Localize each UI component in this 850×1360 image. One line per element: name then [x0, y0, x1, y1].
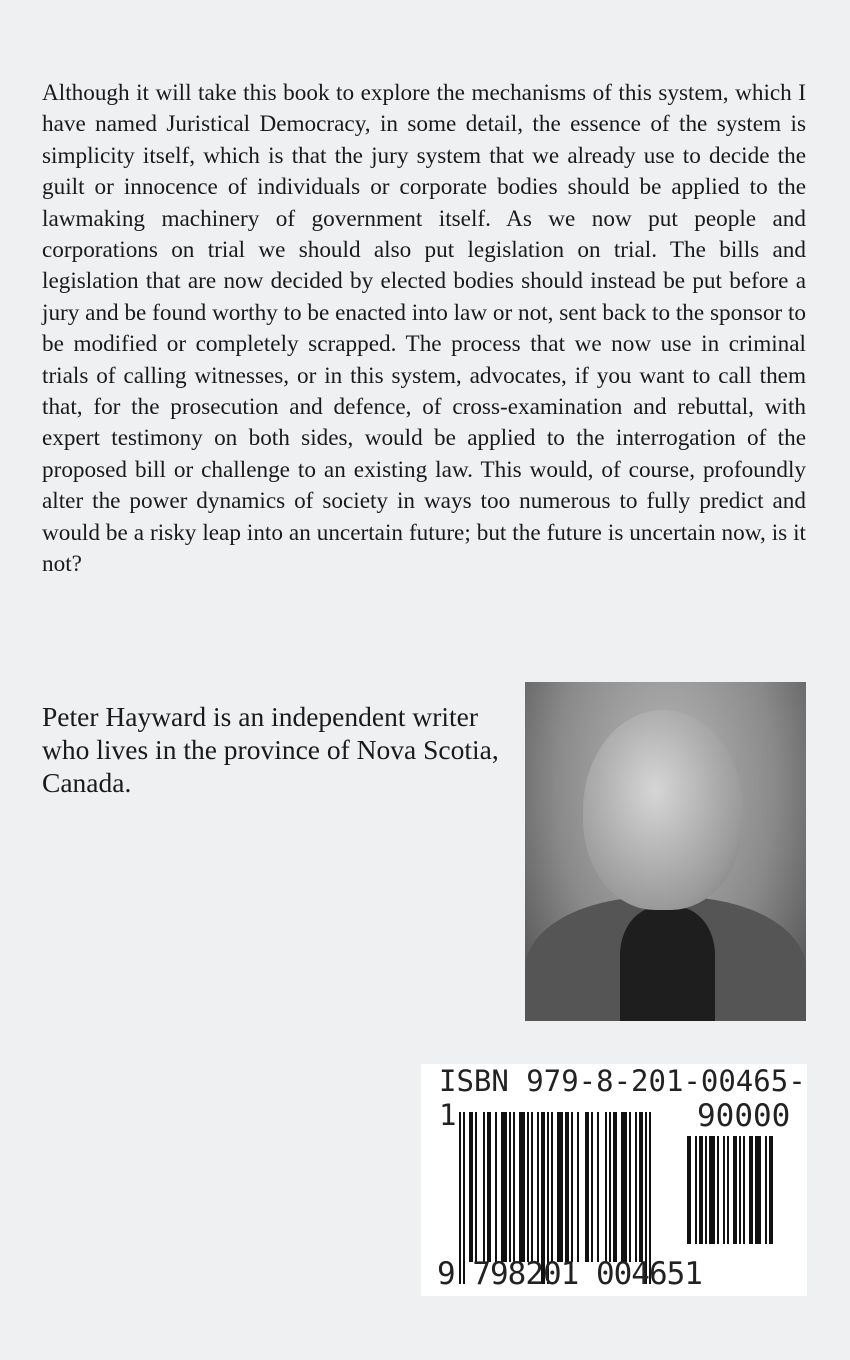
barcode-bar — [571, 1112, 573, 1262]
barcode-bar — [513, 1112, 515, 1262]
barcode-bar — [613, 1112, 617, 1262]
author-photo — [525, 682, 806, 1021]
barcode-bar — [755, 1136, 761, 1244]
barcode-bar — [577, 1112, 579, 1262]
barcode-bar — [769, 1136, 773, 1244]
barcode-bar — [635, 1112, 637, 1262]
barcode-bar — [765, 1136, 767, 1244]
barcode-bar — [621, 1112, 627, 1262]
barcode-bar — [705, 1136, 707, 1244]
barcode-bar — [509, 1112, 511, 1262]
barcode-bar — [639, 1112, 643, 1262]
barcode-bar — [723, 1136, 725, 1244]
barcode-bar — [585, 1112, 589, 1262]
barcode-bar — [487, 1112, 491, 1262]
barcode-bar — [743, 1136, 745, 1244]
barcode-bar — [495, 1112, 497, 1262]
barcode-bar — [469, 1112, 473, 1262]
barcode-bar — [527, 1112, 529, 1262]
barcode-bar — [749, 1136, 753, 1244]
barcode-bar — [699, 1136, 703, 1244]
author-bio: Peter Hayward is an independent writer who lives in the province of Nova Scotia, Canada. — [42, 701, 499, 798]
barcode-bar — [709, 1136, 715, 1244]
addon-bars — [687, 1136, 791, 1266]
price-code: 90000 — [697, 1098, 791, 1134]
barcode-bar — [475, 1112, 477, 1262]
isbn-barcode — [421, 1064, 807, 1296]
barcode-bar — [687, 1136, 691, 1244]
barcode-bar — [629, 1112, 631, 1262]
barcode-bar — [537, 1112, 539, 1262]
barcode-bar — [597, 1112, 599, 1262]
barcode-bar — [565, 1112, 569, 1262]
barcode-bar — [551, 1112, 553, 1262]
barcode-bar — [591, 1112, 593, 1262]
back-cover-blurb: Although it will take this book to explore the mechanisms of this system, which I have named Juristical Democracy, in some detail, the essence of the system is simplicity itself, which is that the jury system that we already use to decide the guilt or innocence of individuals or corporate bodies should be applied to the lawmaking machinery of government itself. As we now put people and corporations on trial we should also put legislation on trial. The bills and legislation that are now decided by elected bodies should instead be put before a jury and be found worthy to be enacted into law or not, sent back to the sponsor to be modified or completely scrapped. The process that we now use in criminal trials of calling witnesses, or in this system, advocates, if you want to call them that, for the prosecution and defence, of cross-examination and rebuttal, with expert testimony on both sides, would be applied to the interrogation of the proposed bill or challenge to an existing law. This would, of course, profoundly alter the power dynamics of society in ways too numerous to fully predict and would be a risky leap into an uncertain future; but the future is uncertain now, is it not? — [42, 80, 806, 578]
barcode-bar — [695, 1136, 697, 1244]
barcode-bar — [739, 1136, 741, 1244]
ean-digits: 9 798201 004651 — [437, 1256, 702, 1292]
barcode-bar — [531, 1112, 533, 1262]
barcode-bar — [733, 1136, 737, 1244]
barcode-bar — [501, 1112, 507, 1262]
barcode-bar — [483, 1112, 485, 1262]
barcode-bar — [727, 1136, 729, 1244]
barcode-bar — [609, 1112, 611, 1262]
barcode-bar — [557, 1112, 563, 1262]
isbn-label: ISBN 979-8-201-00465-1 — [439, 1064, 806, 1132]
barcode-bar — [605, 1112, 607, 1262]
barcode-bar — [519, 1112, 525, 1262]
barcode-bar — [717, 1136, 719, 1244]
